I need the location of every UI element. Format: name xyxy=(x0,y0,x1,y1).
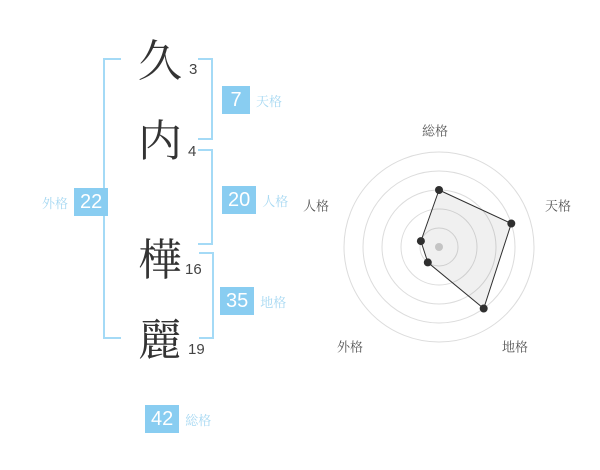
radar-chart xyxy=(300,98,600,388)
badge-chikaku xyxy=(220,287,292,315)
name-character-4: 麗 xyxy=(138,316,182,365)
gaikaku-label: 外格 xyxy=(42,195,69,211)
badge-jinkaku xyxy=(222,186,294,214)
radar-axis-label-chikaku: 地格 xyxy=(501,339,529,355)
bracket-chikaku xyxy=(199,252,214,339)
badge-gaikaku xyxy=(42,188,108,216)
stroke-count-4: 19 xyxy=(188,341,205,358)
radar-axis-label-soukaku: 総格 xyxy=(421,123,449,139)
soukaku-value: 42 xyxy=(145,405,179,433)
name-character-1: 久 xyxy=(138,37,182,86)
jinkaku-value: 20 xyxy=(222,186,256,214)
name-character-2: 内 xyxy=(138,117,182,166)
stroke-count-3: 16 xyxy=(185,261,202,278)
badge-tenkaku xyxy=(222,86,288,114)
gaikaku-value: 22 xyxy=(74,188,108,216)
radar-axis-label-gaikaku: 外格 xyxy=(336,339,364,355)
badge-soukaku xyxy=(145,405,217,433)
stroke-count-1: 3 xyxy=(189,61,198,78)
name-character-3: 樺 xyxy=(138,236,182,285)
tenkaku-label: 天格 xyxy=(256,93,283,109)
radar-axis-label-tenkaku: 天格 xyxy=(544,198,572,214)
chikaku-value: 35 xyxy=(220,287,254,315)
chikaku-label: 地格 xyxy=(260,294,287,310)
soukaku-label: 総格 xyxy=(185,412,212,428)
bracket-tenkaku xyxy=(198,58,213,140)
bracket-jinkaku xyxy=(198,149,213,245)
radar-axis-label-jinkaku: 人格 xyxy=(302,198,330,214)
tenkaku-value: 7 xyxy=(222,86,250,114)
jinkaku-label: 人格 xyxy=(262,193,289,209)
stroke-count-2: 4 xyxy=(188,143,197,160)
